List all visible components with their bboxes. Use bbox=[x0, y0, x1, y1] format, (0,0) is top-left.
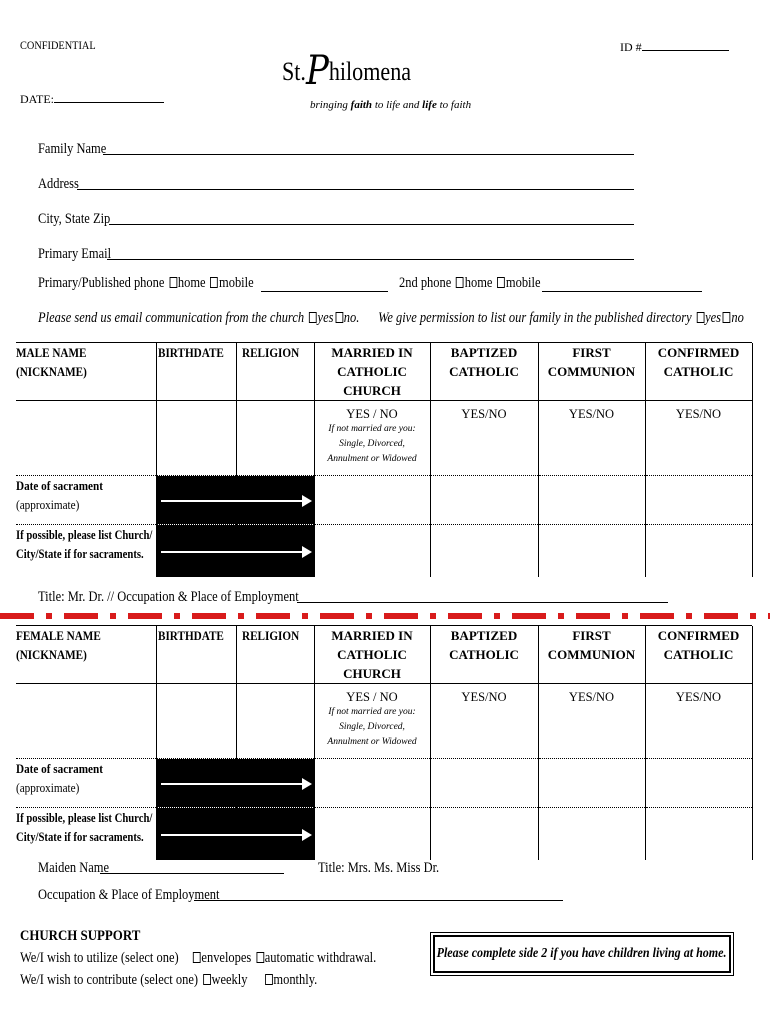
female-baptized-cell[interactable]: YES/NO bbox=[430, 684, 538, 759]
female-religion-cell[interactable] bbox=[236, 684, 314, 759]
date-label: DATE: bbox=[20, 92, 54, 106]
parish-title: St.Philomena bbox=[282, 48, 412, 94]
confidential-label: CONFIDENTIAL bbox=[20, 38, 96, 52]
female-confirmed-church-cell[interactable] bbox=[645, 808, 752, 861]
mobile2-checkbox[interactable] bbox=[497, 277, 505, 288]
date-field[interactable] bbox=[20, 90, 164, 107]
male-date-of-sacrament-label: Date of sacrament (approximate) bbox=[16, 476, 156, 525]
utilize-row: We/I wish to utilize (select one) envelopes automatic withdrawal. bbox=[20, 950, 377, 966]
first-communion-header: FIRST COMMUNION bbox=[538, 626, 645, 684]
male-confirmed-church-cell[interactable] bbox=[645, 525, 752, 578]
male-communion-cell[interactable]: YES/NO bbox=[538, 401, 645, 476]
male-religion-cell[interactable] bbox=[236, 401, 314, 476]
female-confirmed-date-cell[interactable] bbox=[645, 759, 752, 808]
home-checkbox[interactable] bbox=[169, 277, 177, 288]
female-date-of-sacrament-label: Date of sacrament (approximate) bbox=[16, 759, 156, 808]
weekly-checkbox[interactable] bbox=[203, 974, 211, 985]
contribute-row: We/I wish to contribute (select one) weekly monthly. bbox=[20, 972, 318, 988]
male-birthdate-cell[interactable] bbox=[156, 401, 236, 476]
female-title-label: Title: Mrs. Ms. Miss Dr. bbox=[318, 860, 440, 876]
envelopes-checkbox[interactable] bbox=[193, 952, 201, 963]
first-communion-header: FIRST COMMUNION bbox=[538, 343, 645, 401]
male-church-label: If possible, please list Church/ City/State if for sacraments. bbox=[16, 525, 156, 578]
maiden-name-field[interactable]: Maiden Name bbox=[38, 860, 284, 877]
directory-yes-checkbox[interactable] bbox=[696, 312, 704, 323]
married-header: MARRIED IN CATHOLIC CHURCH bbox=[314, 343, 430, 401]
mobile-checkbox[interactable] bbox=[210, 277, 218, 288]
female-married-church-cell[interactable] bbox=[314, 808, 430, 861]
religion-header: RELIGION bbox=[236, 343, 314, 401]
tagline: bringing faith to life and life to faith bbox=[310, 99, 472, 111]
second-phone-label: 2nd phone bbox=[399, 275, 452, 291]
section-divider bbox=[0, 613, 770, 619]
female-birthdate-cell[interactable] bbox=[156, 684, 236, 759]
female-confirmed-cell[interactable]: YES/NO bbox=[645, 684, 752, 759]
female-baptized-date-cell[interactable] bbox=[430, 759, 538, 808]
primary-phone-label: Primary/Published phone bbox=[38, 275, 165, 291]
primary-phone-row: Primary/Published phone home mobile bbox=[38, 275, 254, 291]
email-consent-label: Please send us email communication from the church bbox=[38, 310, 305, 326]
arrow-right-icon bbox=[161, 834, 310, 836]
birthdate-header: BIRTHDATE bbox=[156, 343, 236, 401]
female-married-cell[interactable]: YES / NO If not married are you: Single, Divorced, Annulment or Widowed bbox=[314, 684, 430, 759]
male-name-cell[interactable] bbox=[16, 401, 156, 476]
female-occupation-field[interactable]: Occupation & Place of Employment bbox=[38, 887, 563, 904]
male-communion-church-cell[interactable] bbox=[538, 525, 645, 578]
female-name-header: FEMALE NAME (NICKNAME) bbox=[16, 626, 156, 684]
male-sacrament-table bbox=[16, 343, 753, 577]
female-name-cell[interactable] bbox=[16, 684, 156, 759]
confirmed-header: CONFIRMED CATHOLIC bbox=[645, 343, 752, 401]
male-baptized-cell[interactable]: YES/NO bbox=[430, 401, 538, 476]
baptized-header: BAPTIZED CATHOLIC bbox=[430, 626, 538, 684]
second-phone-row: 2nd phone home mobile bbox=[399, 275, 541, 291]
second-phone-input[interactable] bbox=[542, 291, 702, 292]
male-baptized-church-cell[interactable] bbox=[430, 525, 538, 578]
directory-no-checkbox[interactable] bbox=[723, 312, 731, 323]
utilize-label: We/I wish to utilize (select one) bbox=[20, 950, 179, 966]
female-church-arrow bbox=[156, 808, 314, 861]
male-married-cell[interactable]: YES / NO If not married are you: Single, Divorced, Annulment or Widowed bbox=[314, 401, 430, 476]
male-baptized-date-cell[interactable] bbox=[430, 476, 538, 525]
female-date-arrow bbox=[156, 759, 314, 808]
male-title-occupation-field[interactable]: Title: Mr. Dr. // Occupation & Place of Employment bbox=[38, 589, 668, 606]
female-baptized-church-cell[interactable] bbox=[430, 808, 538, 861]
contribute-label: We/I wish to contribute (select one) bbox=[20, 972, 199, 988]
arrow-right-icon bbox=[161, 551, 310, 553]
side2-note-box bbox=[430, 932, 734, 976]
male-date-arrow bbox=[156, 476, 314, 525]
married-header: MARRIED IN CATHOLIC CHURCH bbox=[314, 626, 430, 684]
family-name-field[interactable]: Family Name bbox=[38, 141, 634, 158]
baptized-header: BAPTIZED CATHOLIC bbox=[430, 343, 538, 401]
female-church-label: If possible, please list Church/ City/State if for sacraments. bbox=[16, 808, 156, 861]
male-confirmed-cell[interactable]: YES/NO bbox=[645, 401, 752, 476]
primary-email-field[interactable]: Primary Email bbox=[38, 246, 634, 263]
confirmed-header: CONFIRMED CATHOLIC bbox=[645, 626, 752, 684]
primary-phone-input[interactable] bbox=[261, 291, 388, 292]
id-label: ID # bbox=[620, 40, 642, 54]
female-married-date-cell[interactable] bbox=[314, 759, 430, 808]
female-sacrament-table bbox=[16, 626, 753, 860]
male-communion-date-cell[interactable] bbox=[538, 476, 645, 525]
automatic-withdrawal-checkbox[interactable] bbox=[256, 952, 264, 963]
address-field[interactable]: Address bbox=[38, 176, 634, 193]
city-state-zip-field[interactable]: City, State Zip bbox=[38, 211, 634, 228]
religion-header: RELIGION bbox=[236, 626, 314, 684]
directory-consent-label: We give permission to list our family in the published directory bbox=[378, 310, 692, 326]
id-field[interactable] bbox=[620, 38, 729, 55]
monthly-checkbox[interactable] bbox=[265, 974, 273, 985]
church-support-heading: CHURCH SUPPORT bbox=[20, 928, 141, 944]
female-communion-date-cell[interactable] bbox=[538, 759, 645, 808]
arrow-right-icon bbox=[161, 783, 310, 785]
female-communion-cell[interactable]: YES/NO bbox=[538, 684, 645, 759]
arrow-right-icon bbox=[161, 500, 310, 502]
male-name-header: MALE NAME (NICKNAME) bbox=[16, 343, 156, 401]
male-confirmed-date-cell[interactable] bbox=[645, 476, 752, 525]
side2-note: Please complete side 2 if you have children living at home. bbox=[437, 946, 727, 961]
email-yes-checkbox[interactable] bbox=[309, 312, 317, 323]
male-church-arrow bbox=[156, 525, 314, 578]
birthdate-header: BIRTHDATE bbox=[156, 626, 236, 684]
male-married-church-cell[interactable] bbox=[314, 525, 430, 578]
male-married-date-cell[interactable] bbox=[314, 476, 430, 525]
consent-row: Please send us email communication from the church yes no. We give permission to list our family in the published directory yes no bbox=[38, 310, 744, 326]
email-no-checkbox[interactable] bbox=[335, 312, 343, 323]
female-communion-church-cell[interactable] bbox=[538, 808, 645, 861]
home2-checkbox[interactable] bbox=[456, 277, 464, 288]
